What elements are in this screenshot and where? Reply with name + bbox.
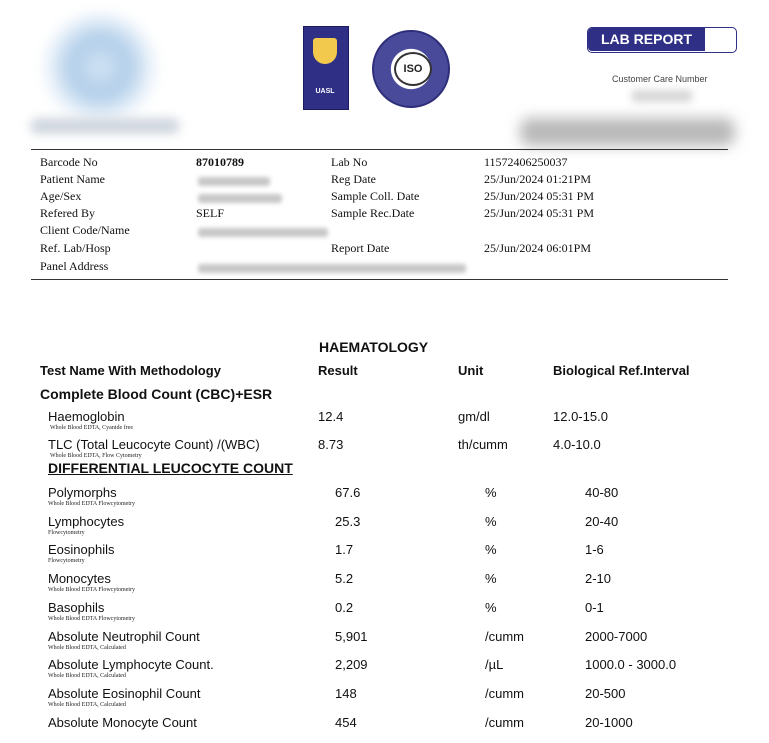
column-header-reference: Biological Ref.Interval <box>553 363 690 378</box>
test-method: Whole Blood EDTA Flowcytometry <box>48 587 136 593</box>
test-name: Absolute Monocyte Count <box>48 715 197 730</box>
test-method: Flowcytometry <box>48 530 85 536</box>
test-reference: 20-40 <box>585 514 619 529</box>
column-header-test: Test Name With Methodology <box>40 363 221 378</box>
test-result: 0.2 <box>335 600 354 615</box>
test-result: 454 <box>335 715 357 730</box>
test-unit: % <box>485 514 497 529</box>
column-header-unit: Unit <box>458 363 484 378</box>
test-result: 2,209 <box>335 657 368 672</box>
test-reference: 20-1000 <box>585 715 633 730</box>
lab-name-redacted <box>30 118 180 134</box>
test-unit: % <box>485 600 497 615</box>
ref-lab-label: Ref. Lab/Hosp <box>40 241 111 255</box>
test-method: Whole Blood EDTA, Flow Cytometry <box>50 453 142 459</box>
report-badge: LAB REPORT <box>588 28 705 51</box>
test-reference: 40-80 <box>585 485 619 500</box>
referred-by-label: Refered By <box>40 206 95 220</box>
barcode-label: Barcode No <box>40 155 98 169</box>
received-date-label: Sample Rec.Date <box>331 206 415 220</box>
panel-address-label: Panel Address <box>40 259 109 273</box>
test-result: 5.2 <box>335 571 354 586</box>
test-method: Whole Blood EDTA Flowcytometry <box>48 616 136 622</box>
test-reference: 20-500 <box>585 686 626 701</box>
patient-name-redacted <box>198 177 270 186</box>
test-name: Monocytes <box>48 571 111 586</box>
test-name: Lymphocytes <box>48 514 125 529</box>
test-unit: % <box>485 542 497 557</box>
panel-title: Complete Blood Count (CBC)+ESR <box>40 386 273 402</box>
patient-name-label: Patient Name <box>40 172 105 186</box>
accreditation-logo-text: UASL <box>315 88 335 95</box>
test-result: 1.7 <box>335 542 354 557</box>
crest-icon <box>313 38 337 64</box>
test-method: Whole Blood EDTA, Cyanide free <box>50 425 133 431</box>
test-result: 67.6 <box>335 485 361 500</box>
test-name: Polymorphs <box>48 485 117 500</box>
barcode-value: 87010789 <box>196 155 244 169</box>
test-name: Basophils <box>48 600 105 615</box>
test-unit: % <box>485 571 497 586</box>
test-unit: /µL <box>485 657 504 672</box>
test-unit: gm/dl <box>458 409 490 424</box>
lab-no-value: 11572406250037 <box>484 155 568 169</box>
test-result: 5,901 <box>335 629 368 644</box>
report-date-value: 25/Jun/2024 06:01PM <box>484 241 592 255</box>
test-name: Absolute Eosinophil Count <box>48 686 201 701</box>
customer-care-number-redacted <box>632 90 692 102</box>
test-reference: 1-6 <box>585 542 604 557</box>
test-result: 12.4 <box>318 409 344 424</box>
header-divider <box>31 149 728 150</box>
test-unit: /cumm <box>485 686 524 701</box>
dlc-title: DIFFERENTIAL LEUCOCYTE COUNT <box>48 460 293 476</box>
test-reference: 0-1 <box>585 600 604 615</box>
test-reference: 1000.0 - 3000.0 <box>585 657 677 672</box>
test-name: Haemoglobin <box>48 409 125 424</box>
client-code-label: Client Code/Name <box>40 223 130 237</box>
client-code-redacted <box>198 228 328 237</box>
test-result: 148 <box>335 686 357 701</box>
received-date-value: 25/Jun/2024 05:31 PM <box>484 206 595 220</box>
test-method: Whole Blood EDTA Flowcytometry <box>48 501 136 507</box>
test-unit: % <box>485 485 497 500</box>
age-sex-label: Age/Sex <box>40 189 82 203</box>
test-reference: 4.0-10.0 <box>553 437 601 452</box>
test-result: 25.3 <box>335 514 361 529</box>
customer-care-label: Customer Care Number <box>612 74 708 84</box>
test-result: 8.73 <box>318 437 344 452</box>
test-reference: 12.0-15.0 <box>553 409 608 424</box>
address-redacted <box>520 118 735 146</box>
collection-date-label: Sample Coll. Date <box>331 189 420 203</box>
panel-address-redacted <box>198 264 466 273</box>
test-unit: th/cumm <box>458 437 508 452</box>
collection-date-value: 25/Jun/2024 05:31 PM <box>484 189 595 203</box>
test-unit: /cumm <box>485 715 524 730</box>
lab-logo <box>40 12 160 122</box>
test-reference: 2000-7000 <box>585 629 648 644</box>
department-title: HAEMATOLOGY <box>319 339 429 355</box>
reg-date-label: Reg Date <box>331 172 376 186</box>
referred-by-value: SELF <box>196 206 225 220</box>
test-method: Whole Blood EDTA, Calculated <box>48 673 126 679</box>
lab-no-label: Lab No <box>331 155 368 169</box>
test-reference: 2-10 <box>585 571 612 586</box>
test-name: TLC (Total Leucocyte Count) /(WBC) <box>48 437 260 452</box>
test-name: Absolute Neutrophil Count <box>48 629 200 644</box>
test-name: Absolute Lymphocyte Count. <box>48 657 214 672</box>
test-method: Flowcytometry <box>48 558 85 564</box>
test-method: Whole Blood EDTA, Calculated <box>48 645 126 651</box>
reg-date-value: 25/Jun/2024 01:21PM <box>484 172 592 186</box>
patient-divider <box>31 279 728 280</box>
test-method: Whole Blood EDTA, Calculated <box>48 702 126 708</box>
iso-badge-text: ISO <box>394 52 432 86</box>
age-sex-redacted <box>198 194 282 203</box>
column-header-result: Result <box>318 363 358 378</box>
test-unit: /cumm <box>485 629 524 644</box>
report-date-label: Report Date <box>331 241 390 255</box>
test-name: Eosinophils <box>48 542 115 557</box>
